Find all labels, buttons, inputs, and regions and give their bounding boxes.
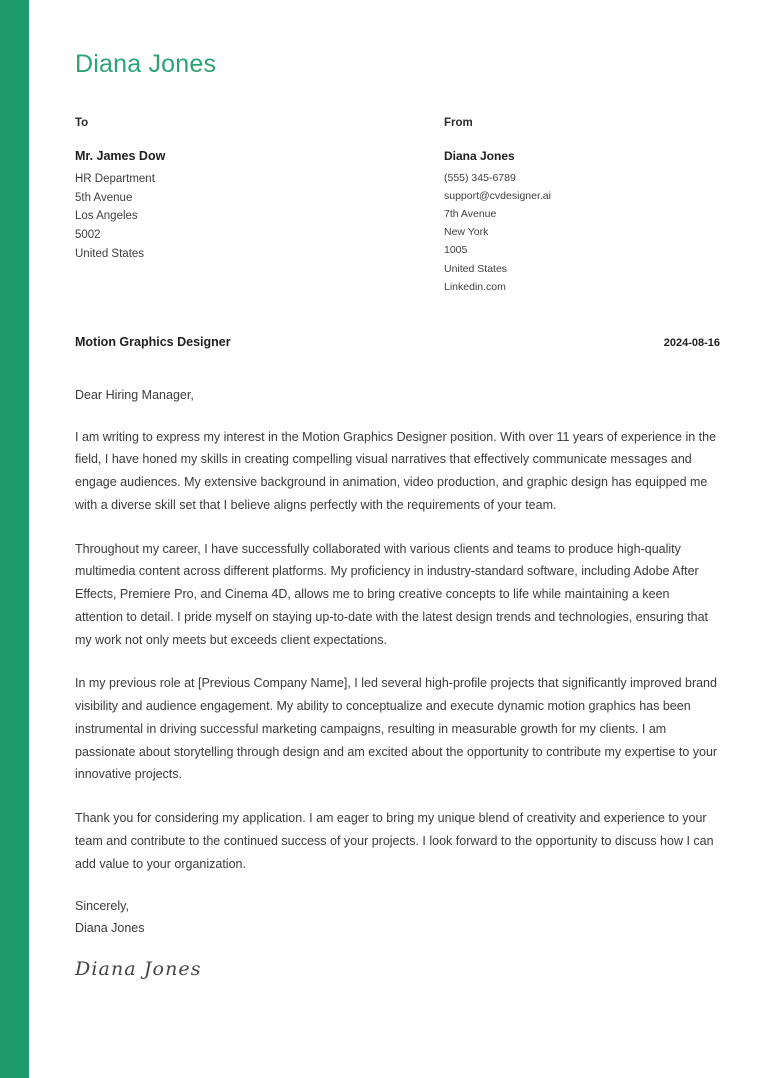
sender-line: 1005 <box>444 244 468 257</box>
subject-row <box>75 335 720 349</box>
closing-word: Sincerely, <box>75 899 129 914</box>
job-title: Motion Graphics Designer <box>75 334 231 349</box>
salutation: Dear Hiring Manager, <box>75 387 194 402</box>
signature: Diana Jones <box>75 958 202 981</box>
closing-block <box>75 896 720 939</box>
body-paragraph: In my previous role at [Previous Company Name], I led several high-profile projects that significantly improved brand visibility and audience engagement. My ability to conceptualize and execute dynamic motion graphics has been instrumental in driving successful marketing campaigns, resulting in measurable growth for my clients. I am passionate about storytelling through design and am excited about the opportunity to contribute my expertise to your innovative projects. <box>75 676 718 782</box>
sender-name: Diana Jones <box>444 149 515 164</box>
recipient-name: Mr. James Dow <box>75 149 166 164</box>
sender-website: Linkedin.com <box>444 280 506 293</box>
recipient-line: 5th Avenue <box>75 191 133 204</box>
page-title: Diana Jones <box>75 50 217 78</box>
recipient-line: 5002 <box>75 228 101 241</box>
closing-name: Diana Jones <box>75 920 145 935</box>
sender-line: 7th Avenue <box>444 208 497 221</box>
sender-block <box>367 117 720 296</box>
letter-date: 2024-08-16 <box>663 336 720 349</box>
recipient-line: United States <box>75 247 145 260</box>
sender-label: From <box>444 116 473 129</box>
letter-content <box>75 0 720 981</box>
sender-email: support@cvdesigner.ai <box>444 190 551 203</box>
sender-phone: (555) 345-6789 <box>444 172 516 185</box>
sender-line: United States <box>444 262 508 275</box>
sender-line: New York <box>444 226 489 239</box>
recipient-line: HR Department <box>75 173 155 186</box>
address-block <box>75 117 720 296</box>
body-paragraph: I am writing to express my interest in the Motion Graphics Designer position. With over 11 years of experience in the field, I have honed my skills in creating compelling visual narratives that effectively communicate messages and engage audiences. My extensive background in animation, video production, and graphic design has equipped me with a diverse skill set that I believe aligns perfectly with the requirements of your team. <box>75 429 717 512</box>
recipient-line: Los Angeles <box>75 210 138 223</box>
letter-body <box>75 426 720 876</box>
recipient-block <box>75 117 367 296</box>
left-accent-bar <box>0 0 29 1078</box>
body-paragraph: Thank you for considering my application. I am eager to bring my unique blend of creativity and experience to your team and contribute to the continued success of your projects. I look forward to the opportunity to discuss how I can add value to your organization. <box>75 811 714 871</box>
recipient-label: To <box>75 116 89 129</box>
body-paragraph: Throughout my career, I have successfully collaborated with various clients and teams to produce high-quality multimedia content across different platforms. My proficiency in industry-standard software, including Adobe After Effects, Premiere Pro, and Cinema 4D, allows me to bring creative concepts to life while maintaining a keen attention to detail. I pride myself on staying up-to-date with the latest design trends and technologies, ensuring that my work not only meets but exceeds client expectations. <box>75 541 709 647</box>
